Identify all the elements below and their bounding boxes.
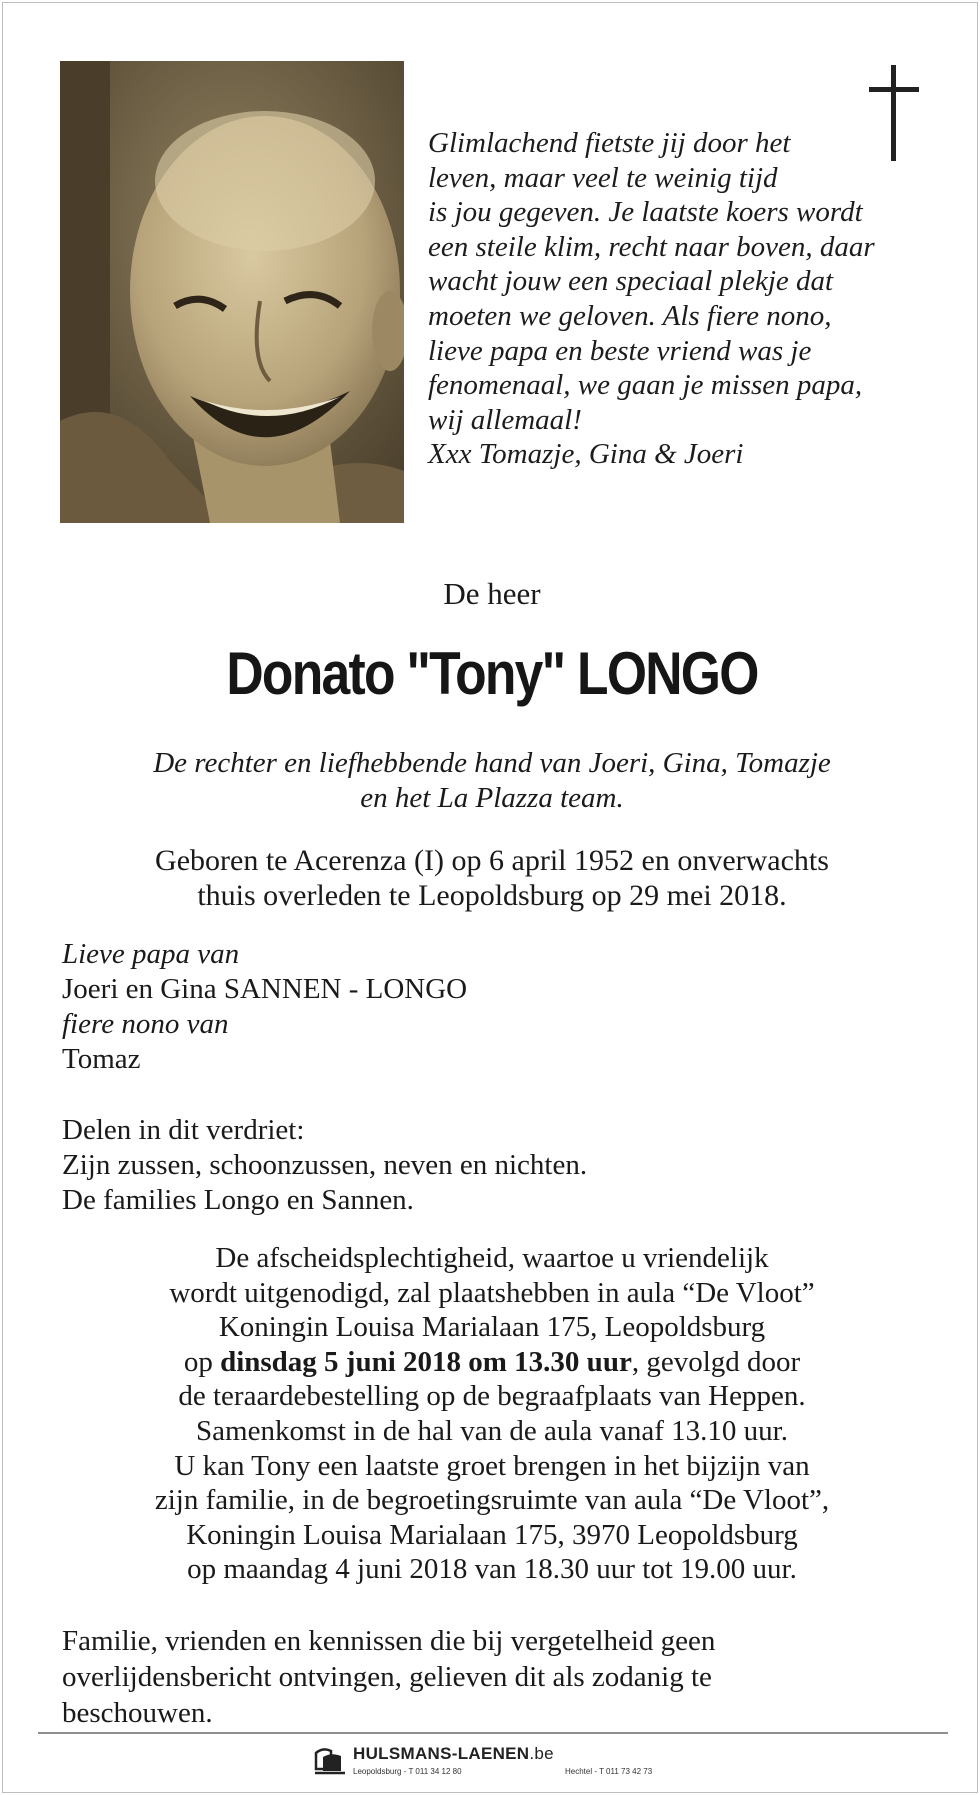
tagline-line: en het La Plazza team.	[360, 782, 624, 814]
papa-label: Lieve papa van	[62, 938, 240, 970]
ceremony-section	[3, 1241, 980, 1587]
poem-line: leven, maar veel te weinig tijd	[428, 161, 778, 194]
ceremony-date: dinsdag 5 juni 2018 om 13.30 uur	[220, 1345, 632, 1378]
office-leopoldsburg: Leopoldsburg - T 011 34 12 80	[353, 1767, 462, 1776]
closing-line: Familie, vrienden en kennissen die bij vergetelheid geen	[62, 1625, 716, 1657]
grief-heading: Delen in dit verdriet:	[62, 1114, 305, 1146]
footer	[313, 1741, 733, 1791]
honorific: De heer	[443, 576, 541, 611]
poem-line: wij allemaal!	[428, 403, 582, 436]
ceremony-line: wordt uitgenodigd, zal plaatshebben in aula “De Vloot”	[169, 1276, 815, 1309]
grandchild-name: Tomaz	[62, 1043, 141, 1075]
ceremony-line: Koningin Louisa Marialaan 175, Leopoldsburg	[218, 1311, 766, 1344]
ceremony-line: Samenkomst in de hal van de aula vanaf 13.10 uur.	[196, 1414, 788, 1447]
grief-line: Zijn zussen, schoonzussen, neven en nichten.	[62, 1149, 588, 1181]
poem-line: Glimlachend fietste jij door het	[428, 127, 791, 159]
ceremony-line: Koningin Louisa Marialaan 175, 3970 Leopoldsburg	[186, 1518, 798, 1551]
death-line: thuis overleden te Leopoldsburg op 29 mei 2018.	[197, 879, 787, 912]
ceremony-line: De afscheidsplechtigheid, waartoe u vriendelijk	[215, 1242, 769, 1274]
brand-name: HULSMANS-LAENEN	[353, 1744, 530, 1763]
portrait-image	[60, 61, 404, 523]
poem-line: een steile klim, recht naar boven, daar	[428, 230, 875, 263]
death-notice-card	[2, 2, 978, 1793]
birth-line: Geboren te Acerenza (I) op 6 april 1952 en onverwachts	[155, 844, 829, 877]
closing-note	[62, 1623, 715, 1731]
tagline	[3, 746, 980, 816]
poem-line: fenomenaal, we gaan je missen papa,	[428, 369, 863, 402]
family-section	[62, 937, 467, 1077]
grief-section	[62, 1113, 587, 1218]
closing-line: overlijdensbericht ontvingen, gelieven dit als zodanig te	[62, 1661, 712, 1693]
office-hechtel: Hechtel - T 011 73 42 73	[565, 1767, 653, 1776]
footer-divider	[38, 1732, 948, 1734]
portrait-photo	[60, 61, 404, 523]
ceremony-line: de teraardebestelling op de begraafplaats van Heppen.	[178, 1380, 806, 1413]
children-names: Joeri en Gina SANNEN - LONGO	[62, 973, 468, 1005]
birth-death-info	[3, 843, 980, 913]
ceremony-date-prefix: op	[183, 1345, 221, 1378]
funeral-home-logo-icon	[313, 1743, 347, 1777]
ceremony-date-line	[3, 1345, 980, 1380]
nono-label: fiere nono van	[62, 1008, 229, 1040]
grief-line: De families Longo en Sannen.	[62, 1184, 414, 1216]
ceremony-line: op maandag 4 juni 2018 van 18.30 uur tot 19.00 uur.	[187, 1553, 797, 1586]
closing-line: beschouwen.	[62, 1697, 213, 1729]
tagline-line: De rechter en liefhebbende hand van Joeri, Gina, Tomazje	[153, 747, 831, 779]
poem-line: wacht jouw een speciaal plekje dat	[428, 265, 834, 298]
ceremony-line: U kan Tony een laatste groet brengen in het bijzijn van	[174, 1449, 810, 1482]
brand-domain: .be	[529, 1744, 554, 1763]
funeral-home-name	[353, 1744, 554, 1764]
poem-line: moeten we geloven. Als fiere nono,	[428, 299, 832, 332]
poem-line: is jou gegeven. Je laatste koers wordt	[428, 196, 863, 229]
deceased-name: Donato "Tony" LONGO	[226, 640, 758, 707]
poem-signature: Xxx Tomazje, Gina & Joeri	[428, 438, 744, 471]
ceremony-line: zijn familie, in de begroetingsruimte van aula “De Vloot”,	[154, 1484, 830, 1517]
ceremony-date-suffix: , gevolgd door	[631, 1345, 801, 1378]
poem	[428, 126, 948, 472]
poem-line: lieve papa en beste vriend was je	[428, 334, 812, 367]
